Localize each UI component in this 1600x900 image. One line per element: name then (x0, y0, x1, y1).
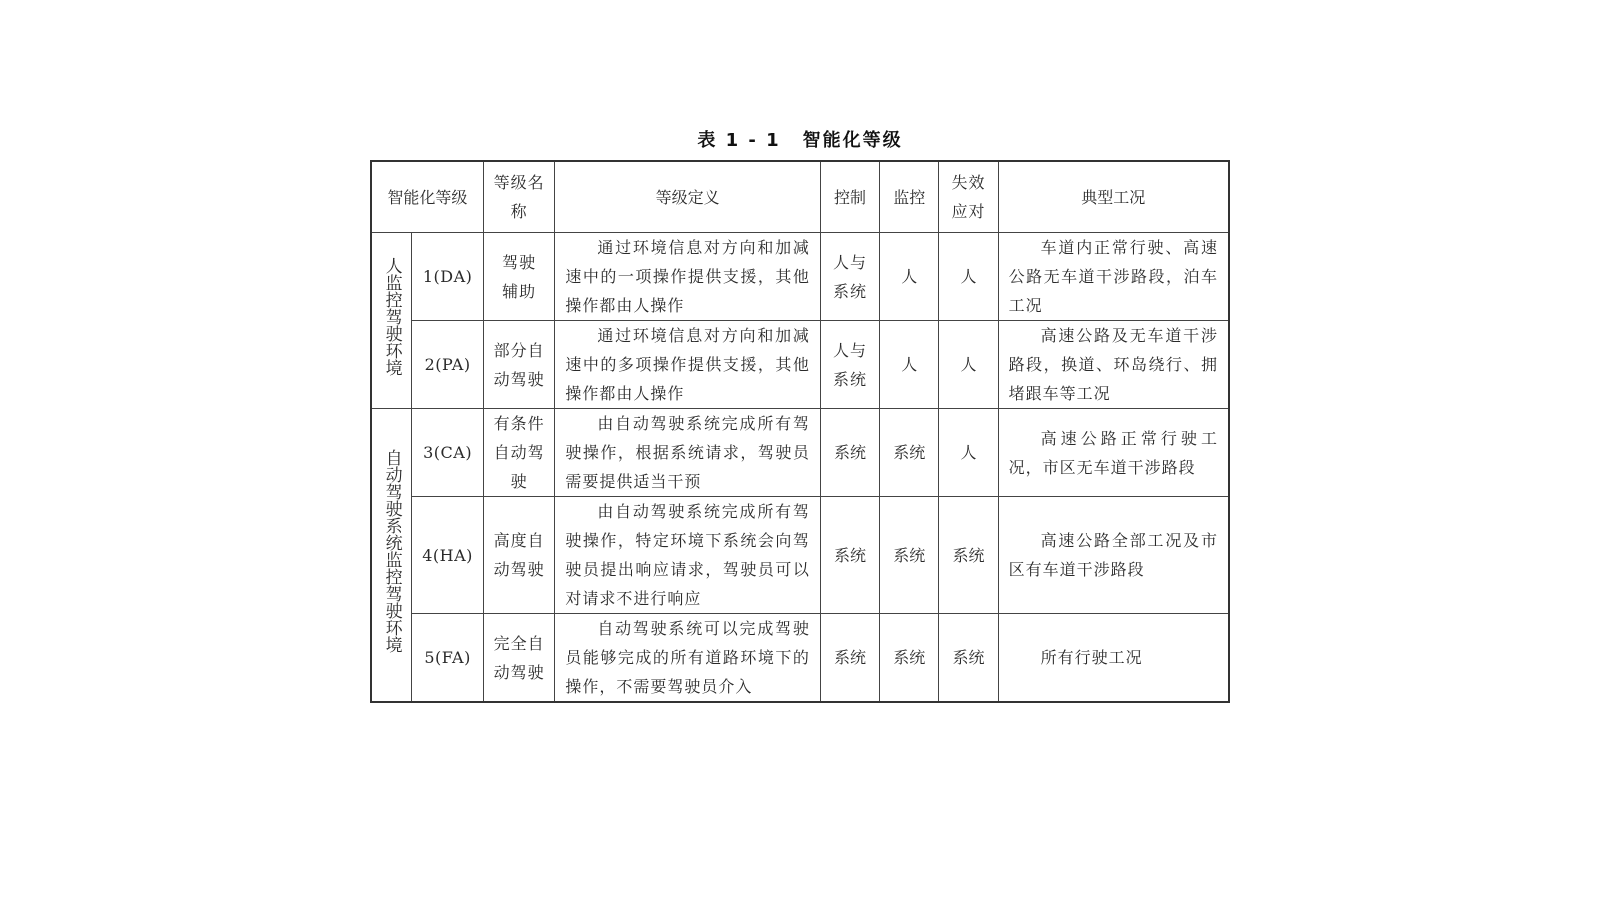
conditions-cell: 高速公路全部工况及市区有车道干涉路段 (998, 497, 1229, 614)
header-control: 控制 (820, 161, 879, 233)
level-name: 驾驶辅助 (502, 252, 537, 301)
control-value: 人与系统 (832, 340, 867, 389)
definition-cell: 通过环境信息对方向和加减速中的一项操作提供支援，其他操作都由人操作 (555, 233, 821, 321)
header-name-cell (483, 161, 554, 233)
table-number: 表 1 - 1 (697, 130, 781, 151)
fallback-cell: 系统 (939, 614, 998, 703)
table-title: 智能化等级 (802, 130, 903, 151)
fallback-cell: 系统 (939, 497, 998, 614)
control-cell: 系统 (820, 614, 879, 703)
table-row (371, 497, 1229, 614)
group-cell-human (371, 233, 412, 409)
header-conditions: 典型工况 (998, 161, 1229, 233)
fallback-cell: 人 (939, 233, 998, 321)
header-fallback: 失效应对 (951, 173, 986, 221)
level-cell: 2(PA) (412, 321, 484, 409)
name-cell (483, 614, 554, 703)
table-row (371, 233, 1229, 321)
group-label-system: 自动驾驶系统监控驾驶环境 (381, 448, 402, 653)
definition-cell: 由自动驾驶系统完成所有驾驶操作，特定环境下系统会向驾驶员提出响应请求，驾驶员可以对请求不进行响应 (555, 497, 821, 614)
definition-cell: 由自动驾驶系统完成所有驾驶操作，根据系统请求，驾驶员需要提供适当干预 (555, 409, 821, 497)
table-row (371, 409, 1229, 497)
header-fallback-cell (939, 161, 998, 233)
header-definition: 等级定义 (555, 161, 821, 233)
name-cell (483, 409, 554, 497)
monitor-cell: 人 (880, 321, 939, 409)
name-cell (483, 497, 554, 614)
fallback-cell: 人 (939, 409, 998, 497)
control-value: 人与系统 (832, 252, 867, 301)
control-cell: 系统 (820, 409, 879, 497)
level-name: 高度自动驾驶 (493, 531, 545, 579)
conditions-cell: 高速公路及无车道干涉路段，换道、环岛绕行、拥堵跟车等工况 (998, 321, 1229, 409)
header-level: 智能化等级 (371, 161, 483, 233)
table-caption (0, 126, 1600, 152)
level-name: 有条件自动驾驶 (493, 414, 545, 491)
header-row (371, 161, 1229, 233)
conditions-cell: 车道内正常行驶、高速公路无车道干涉路段，泊车工况 (998, 233, 1229, 321)
monitor-cell: 人 (880, 233, 939, 321)
level-name: 部分自动驾驶 (493, 340, 545, 389)
conditions-cell: 所有行驶工况 (998, 614, 1229, 703)
level-cell: 5(FA) (412, 614, 484, 703)
name-cell (483, 233, 554, 321)
monitor-cell: 系统 (880, 409, 939, 497)
table-row (371, 614, 1229, 703)
level-name: 完全自动驾驶 (493, 633, 545, 682)
level-cell: 4(HA) (412, 497, 484, 614)
header-name: 等级名称 (493, 173, 545, 221)
control-cell: 系统 (820, 497, 879, 614)
conditions-cell: 高速公路正常行驶工况，市区无车道干涉路段 (998, 409, 1229, 497)
automation-level-table (370, 160, 1230, 703)
definition-cell: 自动驾驶系统可以完成驾驶员能够完成的所有道路环境下的操作，不需要驾驶员介入 (555, 614, 821, 703)
definition-cell: 通过环境信息对方向和加减速中的多项操作提供支援，其他操作都由人操作 (555, 321, 821, 409)
level-cell: 3(CA) (412, 409, 484, 497)
level-cell: 1(DA) (412, 233, 484, 321)
fallback-cell: 人 (939, 321, 998, 409)
monitor-cell: 系统 (880, 614, 939, 703)
control-cell (820, 233, 879, 321)
name-cell (483, 321, 554, 409)
header-monitor: 监控 (880, 161, 939, 233)
group-cell-system (371, 409, 412, 703)
table-row (371, 321, 1229, 409)
group-label-human: 人监控驾驶环境 (381, 256, 402, 376)
monitor-cell: 系统 (880, 497, 939, 614)
control-cell (820, 321, 879, 409)
